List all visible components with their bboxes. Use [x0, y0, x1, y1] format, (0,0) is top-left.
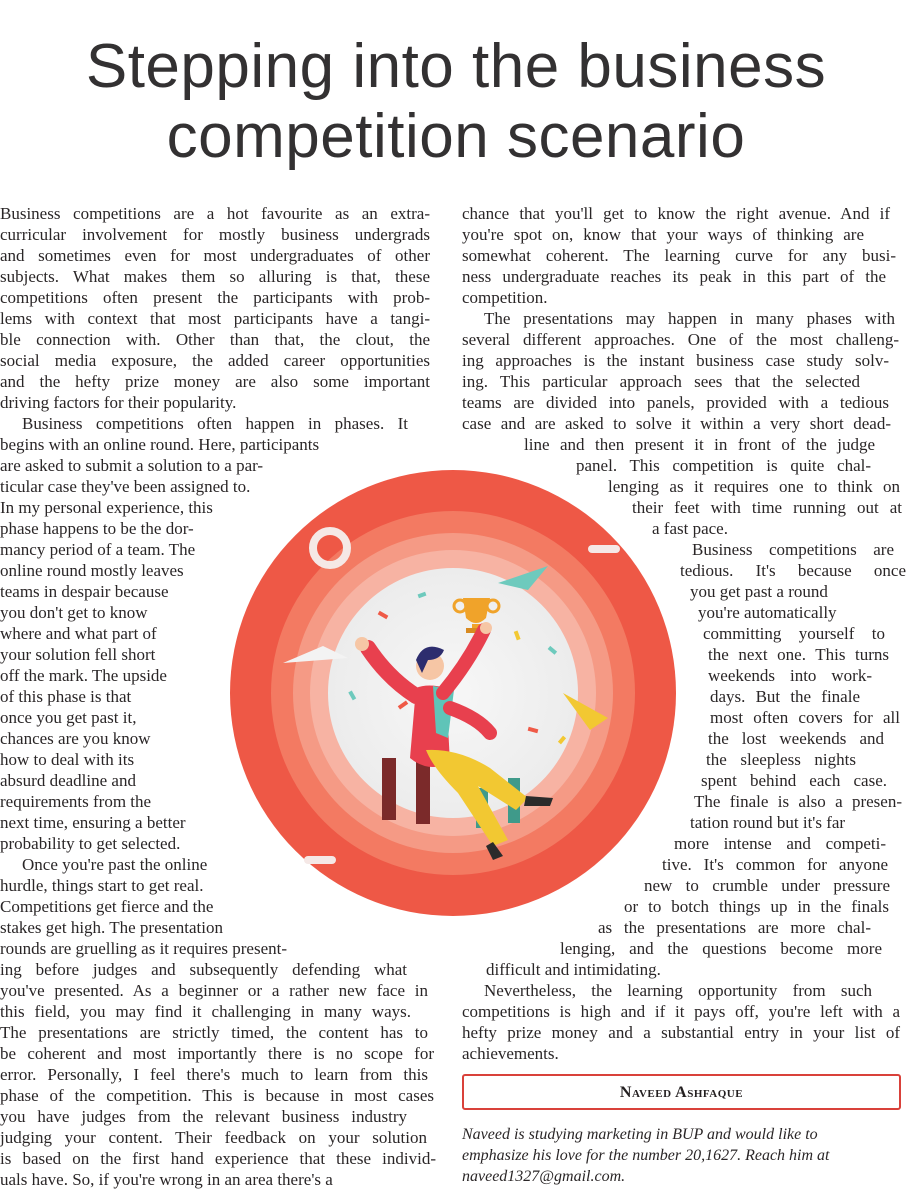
- article-line: phase of the competition. This is because in most cases: [0, 1086, 434, 1105]
- article-line: tedious. It's because once: [680, 561, 906, 580]
- article-line: days. But the finale: [710, 687, 860, 706]
- article-line: driving factors for their popularity.: [0, 393, 237, 412]
- article-line: how to deal with its: [0, 750, 135, 769]
- article-line: judging your content. Their feedback on your solution: [0, 1128, 427, 1147]
- article-line: line and then present it in front of the judge: [524, 435, 875, 454]
- article-line: lems with context that most participants have a tangi-: [0, 309, 430, 328]
- article-headline: Stepping into the business competition scenario: [85, 32, 827, 171]
- article-line: you don't get to know: [0, 603, 148, 622]
- article-line: once you get past it,: [0, 708, 137, 727]
- article-line: lenging as it requires one to think on: [608, 477, 900, 496]
- article-line: be coherent and most importantly there is no scope for: [0, 1044, 434, 1063]
- article-line: you're automatically: [698, 603, 837, 622]
- article-line: next time, ensuring a better: [0, 813, 186, 832]
- article-line: or to botch things up in the finals: [624, 897, 889, 916]
- article-line: tive. It's common for anyone: [662, 855, 888, 874]
- article-line: you've presented. As a beginner or a rather new face in: [0, 981, 428, 1000]
- article-line: the next one. This turns: [708, 645, 889, 664]
- article-line: hurdle, things start to get real.: [0, 876, 204, 895]
- article-line: uals have. So, if you're wrong in an area there's a: [0, 1170, 333, 1189]
- author-bio-line: Naveed is studying marketing in BUP and would like to: [462, 1126, 818, 1143]
- article-line: as the presentations are more chal-: [598, 918, 871, 937]
- article-line: the sleepless nights: [706, 750, 856, 769]
- article-line: requirements from the: [0, 792, 152, 811]
- article-line: difficult and intimidating.: [486, 960, 661, 979]
- article-line: ing. This particular approach sees that the selected: [462, 372, 860, 391]
- article-line: ing approaches is the instant business case study solv-: [462, 351, 889, 370]
- author-bio-line: emphasize his love for the number 20,1627. Reach him at: [462, 1147, 830, 1164]
- celebration-illustration: [228, 468, 678, 918]
- article-line: case and are asked to solve it within a very short dead-: [462, 414, 891, 433]
- article-line: curricular involvement for mostly business undergrads: [0, 225, 430, 244]
- article-line: competition.: [462, 288, 548, 307]
- article-line: ness undergraduate reaches its peak in this part of the: [462, 267, 886, 286]
- article-line: teams in despair because: [0, 582, 169, 601]
- article-line: chance that you'll get to know the right avenue. And if: [462, 204, 890, 223]
- article-line: is based on the first hand experience that these individ-: [0, 1149, 436, 1168]
- article-line: Business competitions are a hot favourite as an extra-: [0, 204, 430, 223]
- article-line: rounds are gruelling as it requires present-: [0, 939, 288, 958]
- article-line: hefty prize money and a substantial entry in your list of: [462, 1023, 900, 1042]
- article-line: ble connection with. Other than that, the clout, the: [0, 330, 430, 349]
- article-line: you get past a round: [690, 582, 828, 601]
- article-line: this field, you may find it challenging in many ways.: [0, 1002, 411, 1021]
- article-line: you have judges from the relevant business industry: [0, 1107, 407, 1126]
- article-line: error. Personally, I feel there's much to learn from this: [0, 1065, 428, 1084]
- article-line: subjects. What makes them so alluring is that, these: [0, 267, 430, 286]
- article-line: achievements.: [462, 1044, 559, 1063]
- article-line: ticular case they've been assigned to.: [0, 477, 251, 496]
- article-line: Once you're past the online: [22, 855, 208, 874]
- article-line: The presentations may happen in many phases with: [484, 309, 895, 328]
- article-line: somewhat coherent. The learning curve for any busi-: [462, 246, 896, 265]
- article-line: weekends into work-: [708, 666, 872, 685]
- article-line: the lost weekends and: [708, 729, 884, 748]
- article-line: In my personal experience, this: [0, 498, 213, 517]
- article-line: panel. This competition is quite chal-: [576, 456, 871, 475]
- article-line: The presentations are strictly timed, the content has to: [0, 1023, 428, 1042]
- article-line: probability to get selected.: [0, 834, 181, 853]
- article-line: new to crumble under pressure: [644, 876, 890, 895]
- article-line: more intense and competi-: [674, 834, 886, 853]
- article-line: and sometimes even for most undergraduates of other: [0, 246, 430, 265]
- article-line: competitions often present the participants with prob-: [0, 288, 430, 307]
- article-line: absurd deadline and: [0, 771, 136, 790]
- article-line: are asked to submit a solution to a par-: [0, 456, 264, 475]
- article-line: where and what part of: [0, 624, 157, 643]
- article-line: their feet with time running out at: [632, 498, 902, 517]
- article-line: Nevertheless, the learning opportunity from such: [484, 981, 872, 1000]
- article-line: stakes get high. The presentation: [0, 918, 223, 937]
- article-line: Business competitions often happen in phases. It: [22, 414, 408, 433]
- author-bio-line: naveed1327@gmail.com.: [462, 1168, 626, 1185]
- article-line: online round mostly leaves: [0, 561, 184, 580]
- article-line: most often covers for all: [710, 708, 900, 727]
- article-line: social media exposure, the added career opportunities: [0, 351, 430, 370]
- article-line: The finale is also a presen-: [694, 792, 902, 811]
- article-line: begins with an online round. Here, participants: [0, 435, 320, 454]
- article-line: a fast pace.: [652, 519, 728, 538]
- article-line: chances are you know: [0, 729, 151, 748]
- article-line: tation round but it's far: [690, 813, 846, 832]
- article-line: lenging, and the questions become more: [560, 939, 882, 958]
- author-byline: Naveed Ashfaque: [462, 1074, 901, 1110]
- article-line: and the hefty prize money are also some important: [0, 372, 430, 391]
- article-line: Business competitions are: [692, 540, 894, 559]
- article-line: spent behind each case.: [701, 771, 887, 790]
- article-line: teams are divided into panels, provided with a tedious: [462, 393, 889, 412]
- article-line: you're spot on, know that your ways of thinking are: [462, 225, 864, 244]
- article-line: committing yourself to: [703, 624, 885, 643]
- article-line: off the mark. The upside: [0, 666, 167, 685]
- article-line: mancy period of a team. The: [0, 540, 196, 559]
- article-line: phase happens to be the dor-: [0, 519, 194, 538]
- article-line: several different approaches. One of the most challeng-: [462, 330, 899, 349]
- article-line: your solution fell short: [0, 645, 156, 664]
- article-line: Competitions get fierce and the: [0, 897, 214, 916]
- article-line: competitions is high and if it pays off, you're left with a: [462, 1002, 900, 1021]
- article-line: of this phase is that: [0, 687, 132, 706]
- article-line: ing before judges and subsequently defending what: [0, 960, 407, 979]
